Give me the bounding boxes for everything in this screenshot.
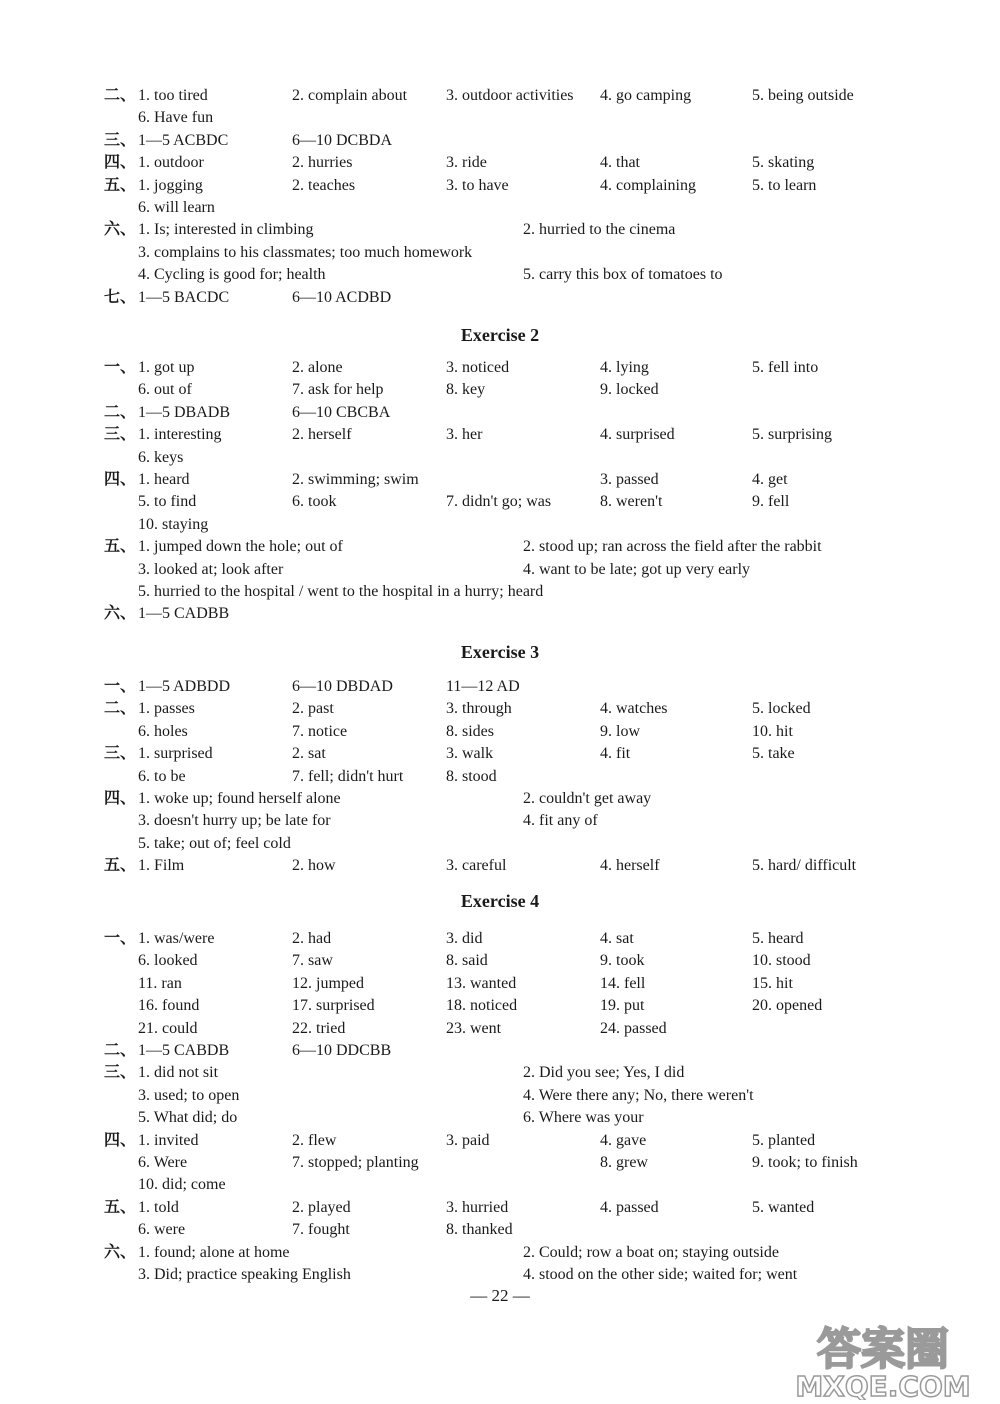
answer-item: 3. hurried [446,1198,509,1216]
answer-item: 20. opened [752,997,823,1015]
answer-item: 18. noticed [446,997,518,1015]
answer-item: 4. that [600,154,640,172]
answer-item: 17. surprised [292,997,375,1015]
answer-item: 8. sides [446,722,494,740]
answer-row [0,698,1000,720]
answer-item: 6. keys [138,448,184,466]
answer-item: 4. gave [600,1131,647,1149]
answer-item: 4. complaining [600,176,696,194]
answer-row [0,424,1000,446]
answer-item: 1. too tired [138,87,208,104]
answer-row [0,287,1000,309]
answer-item: 6. Were [138,1154,188,1171]
answer-item: 3. Did; practice speaking English [138,1266,351,1283]
section-numeral: 六、 [104,221,137,239]
answer-item: 6. took [292,493,337,511]
section-numeral: 三、 [104,131,137,149]
answer-item: 2. Could; row a boat on; staying outside [523,1243,779,1261]
answer-row [0,810,1000,832]
answer-row [0,379,1000,401]
answer-item: 1. did not sit [138,1064,219,1082]
answer-item: 2. complain about [292,87,408,104]
answer-item: 6. Have fun [138,109,214,127]
answer-item: 5. being outside [752,87,854,104]
answer-item: 3. her [446,426,483,444]
answer-item: 23. went [446,1019,502,1037]
answer-row [0,219,1000,241]
answer-item: 3. paid [446,1131,490,1149]
answer-item: 8. grew [600,1154,648,1171]
answer-item: 1—5 DBADB [138,403,231,421]
answer-item: 6. were [138,1221,186,1239]
answer-item: 6—10 CBCBA [292,403,391,421]
answer-item: 1. heard [138,471,190,488]
answer-row [0,855,1000,877]
answer-row [0,447,1000,469]
answer-item: 4. want to be late; got up very early [523,560,751,578]
watermark-logo [774,1318,992,1400]
answer-row [0,107,1000,129]
answer-item: 2. teaches [292,176,356,194]
section-numeral: 三、 [104,426,137,444]
answer-row [0,1130,1000,1152]
answer-item: 4. go camping [600,87,692,104]
answer-item: 2. swimming; swim [292,471,419,488]
answer-item: 4. stood on the other side; waited for; went [523,1266,798,1283]
answer-item: 2. played [292,1198,351,1216]
answer-item: 2. Did you see; Yes, I did [523,1064,685,1082]
answer-row [0,130,1000,152]
answer-item: 9. took; to finish [752,1154,858,1171]
answer-item: 5. take; out of; feel cold [138,834,291,852]
answer-item: 22. tried [292,1019,346,1037]
answer-item: 4. sat [600,930,634,947]
answer-item: 19. put [600,997,645,1015]
exercise-title: Exercise 4 [460,891,540,911]
answer-item: 16. found [138,997,200,1015]
answer-item: 7. saw [292,952,333,970]
answer-item: 2. couldn't get away [523,790,652,807]
answer-item: 11. ran [138,974,182,992]
answer-item: 8. key [446,381,486,399]
answer-item: 1. got up [138,359,195,376]
answer-item: 5. wanted [752,1198,815,1216]
answer-item: 3. did [446,930,483,947]
answer-row [0,603,1000,625]
answer-row [0,242,1000,264]
answer-item: 7. notice [292,722,348,740]
section-numeral: 六、 [104,1243,137,1261]
answer-item: 1—5 ADBDD [138,678,231,695]
answer-item: 24. passed [600,1019,667,1037]
answer-item: 5. carry this box of tomatoes to [523,266,723,284]
answer-item: 4. passed [600,1198,659,1216]
answer-item: 2. hurries [292,154,353,172]
answer-item: 15. hit [752,974,793,992]
answer-item: 6. will learn [138,199,215,216]
answer-row [0,469,1000,491]
answer-item: 3. complains to his classmates; too much homework [138,243,473,261]
answer-item: 6—10 DDCBB [292,1042,392,1059]
answer-item: 1—5 BACDC [138,288,230,306]
answer-item: 1—5 ACBDC [138,131,229,149]
answer-item: 9. fell [752,493,790,511]
answer-item: 6. looked [138,952,198,970]
answer-row [0,264,1000,286]
answer-item: 4. fit [600,745,631,763]
section-numeral: 五、 [104,1198,137,1216]
answer-item: 6. to be [138,767,186,785]
answer-row [0,973,1000,995]
answer-item: 8. stood [446,767,497,785]
answer-item: 5. heard [752,930,804,947]
answer-row [0,1197,1000,1219]
answer-item: 21. could [138,1019,198,1037]
section-numeral: 三、 [104,745,137,763]
section-numeral: 四、 [104,471,137,488]
answer-row [0,676,1000,698]
exercise-title: Exercise 2 [460,325,540,345]
answer-item: 1. found; alone at home [138,1243,290,1261]
answer-item: 4. Cycling is good for; health [138,266,326,284]
answer-item: 5. locked [752,700,811,718]
answer-item: 6. holes [138,722,188,740]
section-numeral: 三、 [104,1064,137,1082]
answer-item: 4. herself [600,857,660,875]
answer-row [0,175,1000,197]
watermark-chinese: 答案圈 [817,1324,949,1375]
answer-row [0,1242,1000,1264]
section-numeral: 一、 [104,678,137,695]
section-numeral: 二、 [104,87,137,104]
answer-item: 1. passes [138,700,195,718]
answer-item: 9. took [600,952,645,970]
answer-item: 4. lying [600,359,649,376]
section-numeral: 二、 [104,1042,137,1059]
answer-item: 3. walk [446,745,494,763]
answer-item: 5. surprising [752,426,832,444]
section-numeral: 六、 [104,605,137,623]
answer-row [0,1107,1000,1129]
answer-row [0,514,1000,536]
answer-row [0,152,1000,174]
answer-item: 9. locked [600,381,659,399]
answer-row [0,559,1000,581]
section-numeral: 二、 [104,403,137,421]
answer-item: 4. get [752,471,788,488]
answer-item: 7. didn't go; was [446,493,552,511]
answer-item: 1. woke up; found herself alone [138,790,341,807]
answer-item: 3. outdoor activities [446,87,574,104]
answer-item: 1. surprised [138,745,213,763]
answer-item: 11—12 AD [446,678,520,695]
answer-item: 4. watches [600,700,668,718]
section-numeral: 五、 [104,538,137,556]
answer-item: 2. herself [292,426,352,444]
answer-item: 5. hard/ difficult [752,857,857,875]
answer-item: 4. fit any of [523,812,598,830]
answer-item: 4. surprised [600,426,675,444]
answer-row [0,788,1000,810]
answer-item: 3. through [446,700,512,718]
answer-item: 3. careful [446,857,507,875]
answer-item: 7. fell; didn't hurt [292,767,404,785]
answer-row [0,1040,1000,1062]
answer-row [0,928,1000,950]
section-numeral: 二、 [104,700,137,718]
answer-item: 2. how [292,857,336,875]
answer-item: 1—5 CABDB [138,1042,230,1059]
answer-item: 1. jogging [138,176,203,194]
answer-item: 7. stopped; planting [292,1154,419,1171]
answer-item: 1. jumped down the hole; out of [138,538,343,556]
answer-item: 5. hurried to the hospital / went to the hospital in a hurry; heard [138,583,544,600]
answer-item: 2. flew [292,1131,337,1149]
answer-item: 7. ask for help [292,381,384,399]
answer-row [0,536,1000,558]
answer-item: 2. sat [292,745,326,763]
answer-item: 2. hurried to the cinema [523,221,676,239]
answer-item: 13. wanted [446,974,517,992]
answer-row [0,1264,1000,1286]
answer-row [0,197,1000,219]
answer-item: 5. to learn [752,176,817,194]
answer-item: 5. fell into [752,359,819,376]
answer-row [0,833,1000,855]
answer-item: 3. doesn't hurry up; be late for [138,812,331,830]
section-numeral: 五、 [104,857,137,875]
answer-item: 5. What did; do [138,1109,238,1127]
answer-item: 6—10 ACDBD [292,288,392,306]
answer-item: 10. stood [752,952,811,970]
answer-item: 1. invited [138,1131,199,1149]
exercise-title: Exercise 3 [460,642,540,662]
answer-row [0,1062,1000,1084]
answer-item: 9. low [600,722,640,740]
section-numeral: 四、 [104,790,137,807]
answer-item: 6. out of [138,381,192,399]
answer-row [0,743,1000,765]
answer-item: 8. thanked [446,1221,513,1239]
answer-item: 1. outdoor [138,154,204,172]
answer-item: 10. hit [752,722,793,740]
answer-item: 1. Film [138,857,185,875]
answer-row [0,491,1000,513]
answer-item: 1. told [138,1198,179,1216]
answer-row [0,85,1000,107]
answer-row [0,1174,1000,1196]
section-numeral: 四、 [104,1131,137,1149]
answer-item: 2. had [292,930,332,947]
answer-row [0,581,1000,603]
answer-item: 6. Where was your [523,1109,644,1127]
answer-item: 5. skating [752,154,815,172]
answer-item: 5. planted [752,1131,816,1149]
answer-item: 12. jumped [292,974,364,992]
answer-item: 7. fought [292,1221,350,1239]
section-numeral: 一、 [104,359,137,376]
answer-item: 14. fell [600,974,646,992]
answer-row [0,1085,1000,1107]
answer-item: 5. take [752,745,795,763]
page-number: — 22 — [470,1286,530,1305]
answer-item: 2. stood up; ran across the field after the rabbit [523,538,822,556]
answer-item: 1. interesting [138,426,222,444]
answer-row [0,1018,1000,1040]
answer-item: 4. Were there any; No, there weren't [523,1086,754,1104]
answer-item: 1. was/were [138,930,215,947]
answer-item: 3. looked at; look after [138,560,284,578]
section-numeral: 五、 [104,176,137,194]
answer-row [0,1219,1000,1241]
watermark-url: MXQE.COM [795,1370,971,1400]
answer-item: 2. alone [292,359,343,376]
answer-item: 6—10 DCBDA [292,131,393,149]
answer-row [0,357,1000,379]
answer-row [0,1152,1000,1174]
answer-item: 6—10 DBDAD [292,678,393,695]
answer-item: 2. past [292,700,334,718]
answer-item: 5. to find [138,493,197,511]
answer-item: 1—5 CADBB [138,605,230,623]
answer-item: 3. to have [446,176,509,194]
answer-item: 3. passed [600,471,659,488]
section-numeral: 四、 [104,154,137,172]
answer-item: 3. noticed [446,359,510,376]
section-numeral: 七、 [104,288,137,306]
answer-item: 3. ride [446,154,487,172]
answer-row [0,766,1000,788]
answer-item: 10. staying [138,515,209,533]
section-numeral: 一、 [104,930,137,947]
answer-row [0,950,1000,972]
answer-row [0,995,1000,1017]
answer-item: 1. Is; interested in climbing [138,221,314,239]
answer-item: 10. did; come [138,1176,226,1194]
answer-row [0,402,1000,424]
answer-item: 8. weren't [600,493,663,511]
answer-item: 8. said [446,952,488,970]
answer-row [0,721,1000,743]
answer-item: 3. used; to open [138,1086,240,1104]
